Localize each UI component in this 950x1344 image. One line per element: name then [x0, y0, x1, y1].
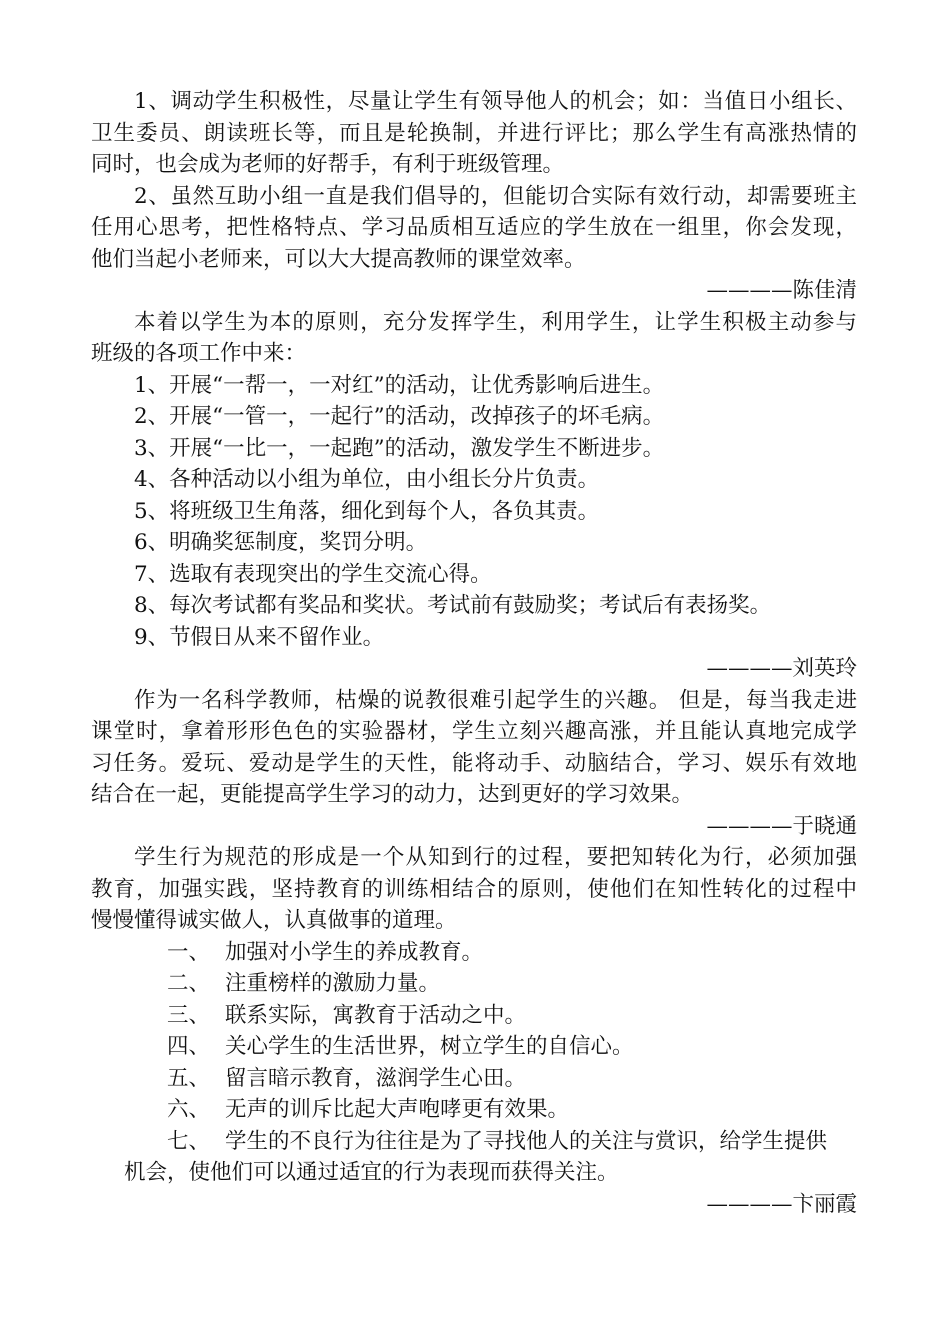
paragraph-line: 本着以学生为本的原则，充分发挥学生，利用学生，让学生积极主动参与	[134, 309, 857, 335]
paragraph-line: 1、调动学生积极性，尽量让学生有领导他人的机会；如：当值日小组长、	[134, 89, 857, 114]
list-item	[91, 1094, 857, 1126]
list-item	[91, 1063, 857, 1095]
paragraph-line: 慢慢懂得诚实做人，认真做事的道理。	[91, 908, 457, 933]
paragraph-line: 结合在一起，更能提高学生学习的动力，达到更好的学习效果。	[91, 782, 694, 807]
list-item-number: 一、	[167, 939, 211, 965]
section-1	[91, 86, 857, 307]
list-item: 6、明确奖惩制度，奖罚分明。	[134, 530, 428, 555]
section-3	[91, 685, 857, 843]
list-item-text: 无声的训斥比起大声咆哮更有效果。	[225, 1097, 570, 1122]
list-item	[91, 1126, 857, 1158]
list-item-number: 三、	[167, 1002, 211, 1028]
list-item: 2、开展“一管一，一起行”的活动，改掉孩子的坏毛病。	[134, 404, 665, 429]
list-item-text: 关心学生的生活世界，树立学生的自信心。	[225, 1034, 634, 1059]
list-item	[91, 937, 857, 969]
author-signature: ————于晓通	[706, 813, 857, 839]
paragraph-line: 学生行为规范的形成是一个从知到行的过程，要把知转化为行，必须加强	[134, 845, 857, 870]
list-item-continuation: 机会，使他们可以通过适宜的行为表现而获得关注。	[124, 1160, 619, 1185]
section-2	[91, 307, 857, 685]
list-item	[91, 968, 857, 1000]
paragraph-line: 同时，也会成为老师的好帮手，有利于班级管理。	[91, 152, 565, 177]
list-item: 4、各种活动以小组为单位，由小组长分片负责。	[134, 467, 600, 492]
list-item: 3、开展“一比一，一起跑”的活动，激发学生不断进步。	[134, 435, 665, 461]
list-item-number: 六、	[167, 1097, 211, 1122]
list-item-number: 五、	[167, 1065, 211, 1091]
author-signature: ————陈佳清	[706, 278, 857, 303]
paragraph-line: 他们当起小老师来，可以大大提高教师的课堂效率。	[91, 246, 586, 272]
list-item-number: 四、	[167, 1034, 211, 1059]
list-item	[91, 1000, 857, 1032]
list-item-text: 注重榜样的激励力量。	[225, 971, 441, 996]
paragraph-line: 班级的各项工作中来：	[91, 341, 307, 366]
paragraph-line: 教育，加强实践，坚持教育的训练相结合的原则，使他们在知性转化的过程中	[91, 876, 857, 902]
list-item-text: 留言暗示教育，滋润学生心田。	[225, 1065, 527, 1091]
paragraph-line: 课堂时，拿着形形色色的实验器材，学生立刻兴趣高涨，并且能认真地完成学	[91, 719, 857, 744]
list-item-text: 加强对小学生的养成教育。	[225, 939, 484, 965]
section-4	[91, 842, 857, 1220]
list-item: 5、将班级卫生角落，细化到每个人，各负其责。	[134, 498, 600, 524]
paragraph-line: 习任务。爱玩、爱动是学生的天性，能将动手、动脑结合，学习、娱乐有效地	[91, 750, 857, 776]
list-item: 8、每次考试都有奖品和奖状。考试前有鼓励奖；考试后有表扬奖。	[134, 593, 772, 618]
list-item: 9、节假日从来不留作业。	[134, 624, 385, 650]
paragraph-line: 2、虽然互助小组一直是我们倡导的，但能切合实际有效行动，却需要班主	[134, 183, 857, 209]
list-item: 7、选取有表现突出的学生交流心得。	[134, 561, 492, 587]
paragraph-line: 卫生委员、朗读班长等，而且是轮换制，并进行评比；那么学生有高涨热情的	[91, 120, 857, 146]
list-item: 1、开展“一帮一，一对红”的活动，让优秀影响后进生。	[134, 372, 665, 398]
paragraph-line: 任用心思考，把性格特点、学习品质相互适应的学生放在一组里，你会发现，	[91, 215, 857, 240]
list-item-text: 联系实际，寓教育于活动之中。	[225, 1002, 527, 1028]
list-item-number: 二、	[167, 971, 211, 996]
author-signature: ————卞丽霞	[706, 1191, 857, 1217]
list-item-text: 学生的不良行为往往是为了寻找他人的关注与赏识，给学生提供	[225, 1128, 828, 1154]
list-item	[91, 1031, 857, 1063]
paragraph-line: 作为一名科学教师，枯燥的说教很难引起学生的兴趣。 但是，每当我走进	[134, 687, 857, 713]
author-signature: ————刘英玲	[706, 656, 857, 681]
list-item-number: 七、	[167, 1128, 211, 1154]
